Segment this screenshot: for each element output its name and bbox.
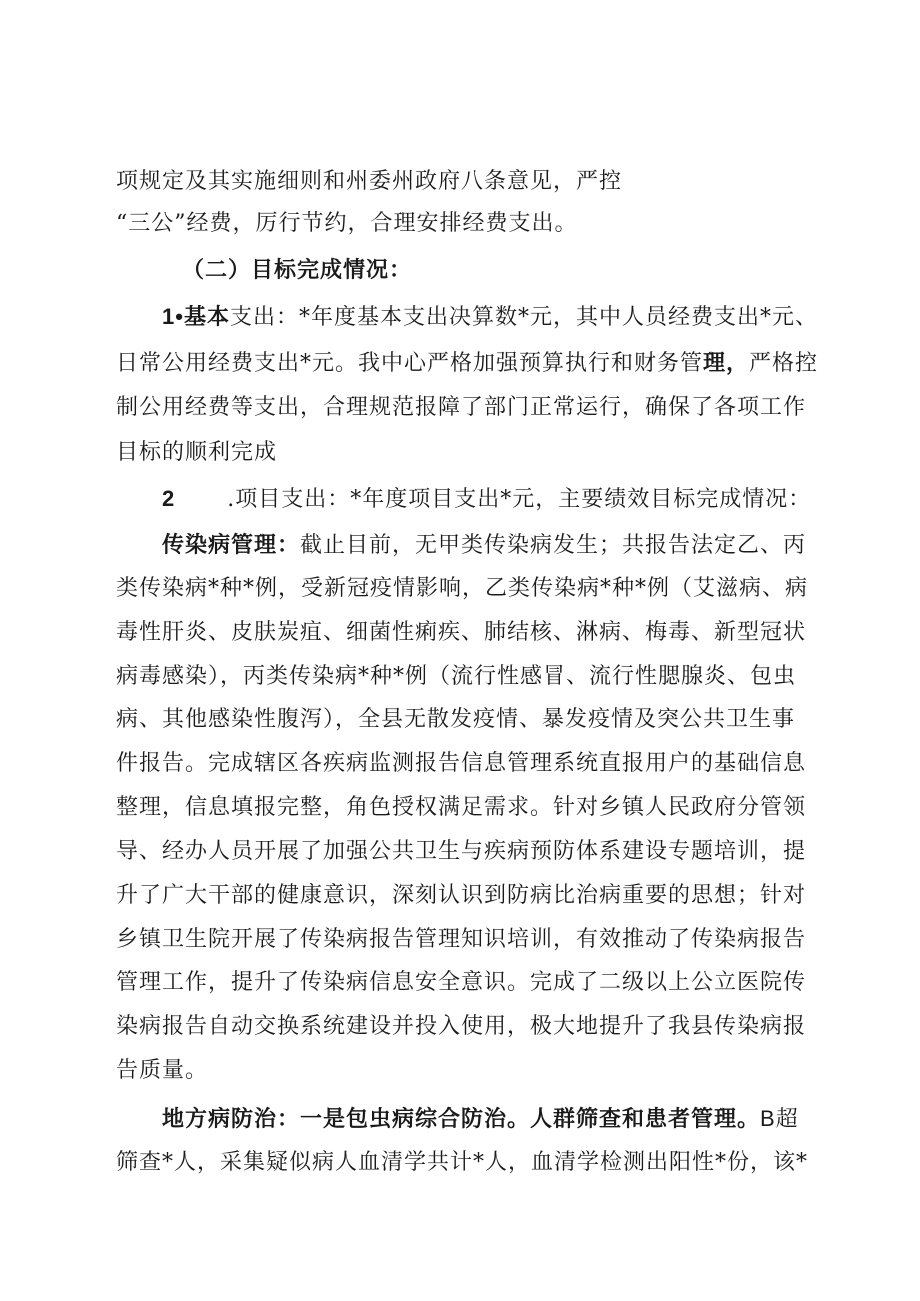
paragraph-line: 类传染病*种*例，受新冠疫情影响，乙类传染病*种*例（艾滋病、病 <box>116 576 809 601</box>
paragraph-line: 告质量。 <box>116 1058 209 1083</box>
paragraph-label: 传染病管理： <box>162 532 301 558</box>
paragraph-line <box>162 302 818 333</box>
paragraph-line: 件报告。完成辖区各疾病监测报告信息管理系统直报用户的基础信息 <box>116 751 807 776</box>
paragraph-text: B超 <box>760 1106 799 1131</box>
paragraph-label: 基本 <box>183 304 230 330</box>
paragraph-line <box>162 530 806 561</box>
paragraph-line <box>162 1104 799 1135</box>
paragraph-line: “三公”经费，厉行节约，合理安排经费支出。 <box>116 211 578 236</box>
paragraph-line <box>162 484 811 515</box>
section-heading: （二）目标完成情况： <box>182 257 413 283</box>
paragraph-line: 导、经办人员开展了加强公共卫生与疾病预防体系建设专题培训，提 <box>116 839 807 864</box>
paragraph-text-bold: 理， <box>703 350 750 376</box>
paragraph-line: 升了广大干部的健康意识，深刻认识到防病比治病重要的思想；针对 <box>116 883 807 908</box>
paragraph-text: 日常公用经费支出*元。我中心严格加强预算执行和财务管 <box>116 351 704 376</box>
paragraph-line: 制公用经费等支出，合理规范报障了部门正常运行，确保了各项工作 <box>116 395 807 420</box>
paragraph-line: 管理工作，提升了传染病信息安全意识。完成了二级以上公立医院传 <box>116 970 807 995</box>
paragraph-line: 毒性肝炎、皮肤炭疽、细菌性痢疾、肺结核、淋病、梅毒、新型冠状 <box>116 620 807 645</box>
paragraph-line: 项规定及其实施细则和州委州政府八条意见，严控 <box>116 169 623 194</box>
paragraph-label: 地方病防治：一是包虫病综合防治。人群筛查和患者管理。 <box>162 1106 761 1132</box>
list-number: 1• <box>162 304 184 329</box>
paragraph-line: 筛查*人，采集疑似病人血清学共计*人，血清学检测出阳性*份，该* <box>116 1150 809 1175</box>
paragraph-text: 支出：*年度基本支出决算数*元，其中人员经费支出*元、 <box>229 305 818 330</box>
paragraph-line: 染病报告自动交换系统建设并投入使用，极大地提升了我县传染病报 <box>116 1014 807 1039</box>
paragraph-text: .项目支出：*年度项目支出*元，主要绩效目标完成情况： <box>227 487 812 512</box>
paragraph-line: 乡镇卫生院开展了传染病报告管理知识培训，有效推动了传染病报告 <box>116 927 807 952</box>
paragraph-text: 严格控 <box>749 351 819 376</box>
paragraph-line: 整理，信息填报完整，角色授权满足需求。针对乡镇人民政府分管领 <box>116 795 807 820</box>
paragraph-line: 病毒感染），丙类传染病*种*例（流行性感冒、流行性腮腺炎、包虫 <box>116 664 797 689</box>
paragraph-line <box>116 348 818 379</box>
list-number: 2 <box>162 486 176 511</box>
paragraph-line: 目标的顺利完成 <box>116 440 278 465</box>
paragraph-text: 截止目前，无甲类传染病发生；共报告法定乙、丙 <box>300 533 807 558</box>
paragraph-line: 病、其他感染性腹泻），全县无散发疫情、暴发疫情及突公共卫生事 <box>116 707 796 732</box>
